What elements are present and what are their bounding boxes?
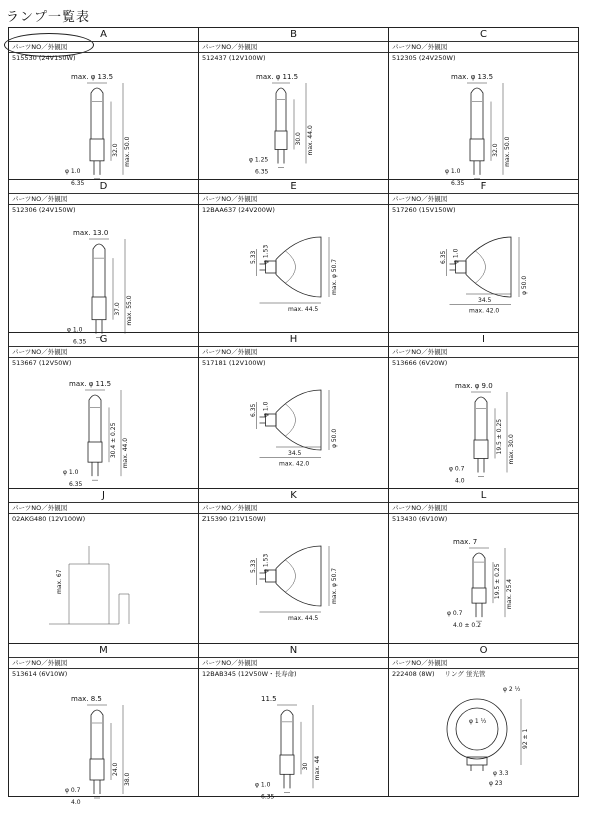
reflector-inner (285, 251, 296, 284)
reflector-outline (276, 390, 321, 450)
part-number-text: 513667 (12V50W) (12, 359, 72, 367)
label-max-diameter: max. φ 11.5 (256, 73, 299, 81)
grid-row (9, 180, 579, 346)
label-diameter: φ 50.0 (331, 428, 338, 448)
pins (92, 462, 98, 476)
label-max-diameter: 11.5 (261, 695, 277, 703)
part-number (389, 53, 578, 63)
lamp-drawing-svg (199, 524, 387, 643)
column-letter: N (199, 644, 388, 658)
lamp-drawing-svg (9, 524, 197, 643)
part-number (199, 514, 388, 524)
part-number-text: 517260 (15V150W) (392, 206, 456, 214)
label-inner-diameter: φ 1 ½ (469, 718, 487, 725)
lamp-drawing-svg (199, 679, 387, 801)
label-height: 30.4 ± 0.25 (110, 422, 117, 459)
reflector-inner (285, 560, 296, 593)
lamp-drawing-svg (199, 215, 387, 332)
fixture-outline (49, 594, 129, 624)
label-max-diameter: max. 7 (453, 538, 478, 546)
label-pin-spacing: 4.0 (71, 799, 81, 806)
document-title: ランプ一覧表 (6, 10, 91, 25)
column-letter: O (389, 644, 578, 658)
label-max-length: max. 30.0 (508, 434, 515, 465)
column-letter: B (199, 28, 388, 42)
reflector-inner (475, 251, 486, 284)
part-number (199, 53, 388, 63)
part-header-label: パーツNO／外観図 (9, 194, 198, 205)
label-pin-spacing: 5.33 (250, 250, 257, 264)
lamp-cell (389, 644, 579, 797)
label-pin-diameter: φ 1.25 (249, 156, 269, 164)
lamp-cell (389, 180, 579, 333)
part-number-text: 12BAB345 (12V50W・長寿命) (202, 670, 297, 678)
pins (278, 149, 284, 163)
lamp-drawing (9, 524, 198, 643)
bulb-outline (91, 88, 103, 139)
label-pin-spacing: 6.35 (250, 403, 257, 417)
part-header-label: パーツNO／外観図 (199, 503, 388, 514)
part-number (389, 358, 578, 368)
part-header-label: パーツNO／外観図 (389, 42, 578, 53)
label-length-2: max. 42.0 (469, 307, 500, 315)
lamp-drawing (199, 63, 388, 179)
part-number (199, 669, 388, 679)
lamp-cell (389, 489, 579, 644)
label-max-length: max. 44.0 (307, 125, 314, 156)
bulb-outline (93, 244, 105, 297)
reflector-inner (285, 404, 296, 437)
lamp-cell (389, 28, 579, 187)
bulb-outline (89, 395, 101, 442)
lamp-drawing-svg (9, 368, 197, 488)
bulb-outline (475, 397, 487, 440)
column-letter: M (9, 644, 198, 658)
label-max-diameter: max. φ 11.5 (69, 380, 112, 388)
lamp-drawing (9, 368, 198, 488)
label-pin-spacing: 6.35 (69, 481, 83, 489)
label-height: 32.0 (492, 143, 499, 157)
socket-pins (471, 765, 483, 771)
label-diameter: φ 50.0 (521, 275, 528, 295)
lamp-drawing-svg (389, 215, 577, 332)
column-letter: K (199, 489, 388, 503)
column-letter: E (199, 180, 388, 194)
base-outline (90, 139, 104, 161)
label-max-diameter: max. φ 13.5 (71, 73, 114, 81)
lamp-drawing (199, 368, 388, 488)
part-number-text: 512437 (12V100W) (202, 54, 266, 62)
pins (474, 161, 480, 175)
part-header-label: パーツNO／外観図 (9, 42, 198, 53)
label-pin-diameter: φ 0.7 (65, 787, 81, 794)
label-pin-spacing: 6.35 (451, 179, 465, 187)
reflector-outline (276, 546, 321, 606)
reflector-outline (276, 237, 321, 297)
label-pin-diameter: φ 1.53 (262, 244, 270, 264)
label-length: max. 44.5 (288, 615, 319, 622)
lamp-cell (199, 333, 389, 489)
label-pin-spacing: 4.0 (455, 477, 465, 485)
part-number-text: 512306 (24V150W) (12, 206, 76, 214)
label-pin-spacing: 6.35 (255, 168, 269, 176)
base-outline (275, 131, 287, 149)
bulb-outline (276, 88, 286, 131)
label-pin-spacing: 6.35 (261, 793, 275, 801)
label-pin-diameter: φ 0.7 (447, 610, 463, 618)
part-number-text: 222408 (8W) (392, 670, 435, 678)
column-letter: A (9, 28, 198, 42)
label-max-length: max. 67 (56, 569, 63, 594)
part-number (199, 358, 388, 368)
lamp-drawing (199, 524, 388, 643)
label-max-length: max. 50.0 (124, 136, 131, 167)
lamp-cell (389, 333, 579, 489)
lamp-cell (9, 28, 199, 187)
label-pin-diameter: φ 1.0 (452, 248, 460, 264)
part-header-label: パーツNO／外観図 (9, 503, 198, 514)
part-number (199, 205, 388, 215)
part-header-label: パーツNO／外観図 (199, 658, 388, 669)
lamp-drawing-svg (9, 215, 197, 346)
label-height: 32.0 (112, 143, 119, 157)
label-pin-spacing: 4.0 ± 0.2 (453, 622, 481, 630)
label-height: 30 (302, 762, 309, 771)
label-pin-spacing: 6.35 (440, 250, 447, 264)
label-length-1: 34.5 (478, 297, 492, 304)
label-height: 30.0 (295, 132, 302, 146)
label-max-length: max. 55.0 (126, 295, 133, 326)
pins (94, 780, 100, 794)
part-number-text: 512305 (24V250W) (392, 54, 456, 62)
lamp-cell (199, 180, 389, 333)
lamp-drawing-svg (389, 368, 577, 488)
part-header-label: パーツNO／外観図 (199, 194, 388, 205)
part-header-label: パーツNO／外観図 (389, 194, 578, 205)
base-outline (280, 755, 294, 774)
bulb-outline (473, 553, 485, 588)
lamp-cell (199, 644, 389, 801)
part-number-text: 513666 (6V20W) (392, 359, 448, 367)
label-pin-diameter: φ 1.0 (262, 401, 270, 417)
lamp-drawing (199, 679, 388, 801)
column-letter: C (389, 28, 578, 42)
label-diameter: max. φ 50.7 (331, 567, 338, 604)
label-height: 24.0 (112, 762, 119, 776)
lamp-cell (9, 333, 199, 489)
label-height: 92 ± 1 (522, 728, 529, 749)
bulb-outline (281, 710, 293, 755)
label-pin-spacing: 6.35 (71, 179, 85, 187)
reflector-outline (466, 237, 511, 297)
lamp-drawing (9, 679, 198, 806)
label-pin-diameter: φ 1.0 (67, 326, 83, 334)
pins (96, 320, 102, 334)
part-number-text: 02AKG480 (12V100W) (12, 515, 86, 523)
label-max-diameter: max. φ 9.0 (455, 382, 493, 390)
column-letter: D (9, 180, 198, 194)
lamp-drawing (389, 368, 578, 488)
part-number (9, 514, 198, 524)
lamp-drawing-svg (389, 524, 577, 643)
label-max-length: max. 50.0 (504, 136, 511, 167)
column-letter: I (389, 333, 578, 347)
part-header-label: パーツNO／外観図 (389, 658, 578, 669)
label-height: 19.5 ± 0.25 (494, 563, 501, 600)
label-height: 19.5 ± 0.25 (496, 418, 503, 455)
label-pin-diameter: φ 1.0 (65, 167, 81, 175)
lamp-drawing-svg (389, 679, 577, 796)
column-letter: F (389, 180, 578, 194)
column-letter: J (9, 489, 198, 503)
pins (94, 161, 100, 175)
label-pin-spacing: 6.35 (73, 338, 87, 346)
label-length: max. 44.5 (288, 306, 319, 313)
part-number (389, 205, 578, 215)
label-socket-diameter: φ 3.3 (493, 770, 509, 777)
lamp-drawing-svg (199, 63, 387, 179)
grid-row (9, 333, 579, 489)
label-max-length: max. 25.4 (506, 578, 513, 610)
pins (478, 458, 484, 472)
part-header-label: パーツNO／外観図 (199, 42, 388, 53)
label-pin-diameter: φ 1.53 (262, 553, 270, 573)
part-note: リング 蛍光管 (444, 670, 486, 678)
lamp-cell (199, 28, 389, 180)
label-height: 37.0 (114, 302, 121, 316)
label-max-diameter: max. 13.0 (73, 229, 109, 237)
part-number-text: 517181 (12V100W) (202, 359, 266, 367)
grid-row (9, 28, 579, 187)
part-number-text: Z15390 (21V150W) (202, 515, 266, 523)
part-number-text: 513430 (6V10W) (392, 515, 448, 523)
column-letter: H (199, 333, 388, 347)
label-outer-diameter: φ 2 ½ (503, 686, 521, 693)
part-header-label: パーツNO／外観図 (389, 347, 578, 358)
fixture-frame (69, 564, 109, 624)
lamp-drawing-svg (9, 63, 197, 187)
base-outline (474, 440, 488, 458)
label-pin-diameter: φ 0.7 (449, 465, 465, 473)
lamp-drawing (9, 63, 198, 187)
label-base-diameter: φ 23 (489, 780, 503, 787)
grid-row (9, 489, 579, 644)
part-number (9, 669, 198, 679)
label-pin-diameter: φ 1.0 (255, 781, 271, 789)
ring-inner (456, 708, 498, 750)
label-pin-diameter: φ 1.0 (63, 469, 79, 477)
lamp-cell (9, 489, 199, 644)
bulb-outline (91, 710, 103, 759)
base-outline (472, 588, 486, 603)
part-number (389, 514, 578, 524)
lamp-drawing (389, 679, 578, 796)
label-max-length: max. 44.0 (122, 437, 129, 469)
label-diameter: max. φ 50.7 (331, 258, 338, 295)
lamp-drawing-svg (199, 368, 387, 488)
label-length-1: 34.5 (288, 450, 302, 457)
lamp-drawing (389, 524, 578, 643)
lamp-drawing (199, 215, 388, 332)
part-number (9, 358, 198, 368)
base-outline (92, 297, 106, 320)
label-max-length: max. 44 (314, 755, 321, 781)
part-header-label: パーツNO／外観図 (199, 347, 388, 358)
lamp-drawing (389, 215, 578, 332)
part-number (9, 205, 198, 215)
part-number-text: 513614 (6V10W) (12, 670, 68, 678)
part-number-text: 515530 (24V150W) (12, 54, 76, 62)
pins (284, 774, 290, 788)
part-header-label: パーツNO／外観図 (9, 658, 198, 669)
label-length-2: max. 42.0 (279, 460, 310, 468)
column-letter: L (389, 489, 578, 503)
label-max-length: 38.0 (124, 772, 131, 786)
label-pin-diameter: φ 1.0 (445, 167, 461, 175)
bulb-outline (471, 88, 483, 139)
part-number-text: 12BAA637 (24V200W) (202, 206, 275, 214)
grid-row (9, 644, 579, 806)
column-letter: G (9, 333, 198, 347)
lamp-drawing-svg (389, 63, 577, 187)
label-max-diameter: max. 8.5 (71, 695, 102, 703)
part-number (9, 53, 198, 63)
base-outline (470, 139, 484, 161)
lamp-drawing (389, 63, 578, 187)
part-number (389, 669, 578, 679)
label-pin-spacing: 5.33 (250, 559, 257, 573)
part-header-label: パーツNO／外観図 (389, 503, 578, 514)
lamp-cell (9, 180, 199, 346)
lamp-drawing (9, 215, 198, 346)
part-header-label: パーツNO／外観図 (9, 347, 198, 358)
base-outline (88, 442, 102, 462)
label-max-diameter: max. φ 13.5 (451, 73, 494, 81)
lamp-cell (9, 644, 199, 806)
lamp-cell (199, 489, 389, 644)
lamp-grid (8, 27, 579, 806)
lamp-drawing-svg (9, 679, 197, 806)
base-outline (90, 759, 104, 780)
pins (476, 603, 482, 617)
